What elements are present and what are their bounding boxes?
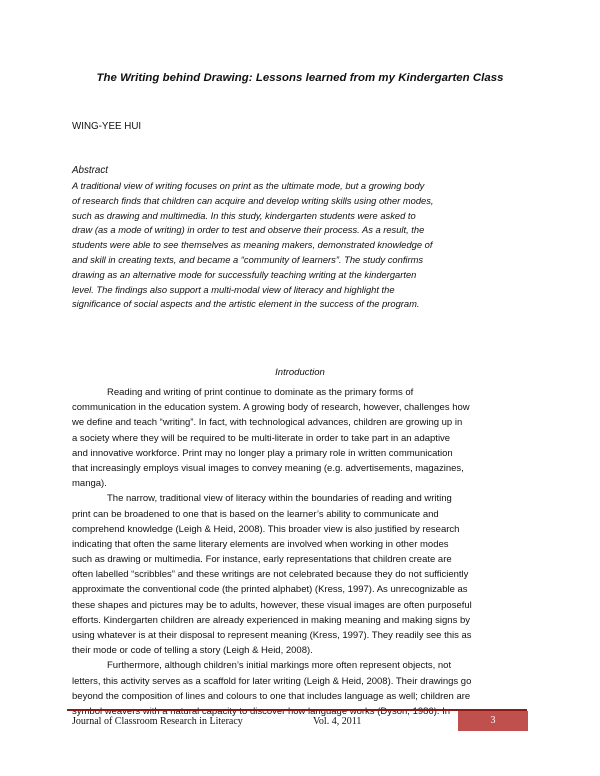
footer-volume: Vol. 4, 2011 bbox=[313, 716, 362, 727]
abstract-line: draw (as a mode of writing) in order to test and observe their process. As a result, the bbox=[72, 225, 425, 236]
abstract-line: such as drawing and multimedia. In this study, kindergarten students were asked to bbox=[72, 210, 416, 221]
abstract-line: significance of social aspects and the artistic element in the success of the program. bbox=[72, 299, 420, 310]
body-line: approximate the conventional code (the printed alphabet) (Kress, 1997). As unrecognizable as bbox=[72, 584, 468, 596]
abstract-line: of research finds that children can acquire and develop writing skills using other modes, bbox=[72, 195, 434, 206]
body-line: communication in the education system. A growing body of research, however, challenges how bbox=[72, 402, 470, 414]
body-line: that increasingly employs visual images to convey meaning (e.g. advertisements, magazines, bbox=[72, 462, 464, 474]
body-line: beyond the composition of lines and colours to one that includes language as well; children are bbox=[72, 690, 471, 702]
body-line: letters, this activity serves as a scaffold for later writing (Leigh & Heid, 2008). Their drawings go bbox=[72, 675, 472, 687]
body-line: manga). bbox=[72, 478, 107, 490]
body-line: using whatever is at their disposal to represent meaning (Kress, 1997). They readily see this as bbox=[72, 630, 472, 641]
body-line: The narrow, traditional view of literacy within the boundaries of reading and writing bbox=[107, 493, 452, 505]
body-line: their mode or code of telling a story (Leigh & Heid, 2008). bbox=[72, 645, 313, 657]
introduction-body bbox=[72, 385, 472, 719]
paper-title: The Writing behind Drawing: Lessons learned from my Kindergarten Class bbox=[96, 72, 504, 84]
body-line: Reading and writing of print continue to dominate as the primary forms of bbox=[107, 387, 414, 398]
body-line: we define and teach “writing”. In fact, with technological advances, children are growing up in bbox=[72, 417, 463, 429]
body-line: often labelled “scribbles” and these writings are not celebrated because they do not sufficiently bbox=[72, 569, 469, 581]
body-line: efforts. Kindergarten children are already experienced in making meaning and making signs by bbox=[72, 614, 470, 626]
body-line: a society where they will be required to be multi-literate in order to take part in an adaptive bbox=[72, 432, 451, 444]
abstract-line: and skill in creating texts, and became a “community of learners”. The study confirms bbox=[72, 254, 424, 265]
body-line: these shapes and pictures may be to adults, however, these visual images are often purposeful bbox=[72, 599, 472, 611]
abstract-line: students were able to see themselves as meaning makers, demonstrated knowledge of bbox=[72, 240, 433, 251]
section-heading-introduction: Introduction bbox=[275, 367, 325, 378]
page-number-badge: 3 bbox=[458, 711, 528, 731]
abstract-label: Abstract bbox=[72, 165, 108, 176]
abstract-line: level. The findings also support a multi-modal view of literacy and highlight the bbox=[72, 284, 395, 295]
body-line: such as drawing or multimedia. For instance, early representations that children create are bbox=[72, 554, 452, 566]
body-line: symbol weavers with a natural capacity to discover how language works (Dyson, 1986). In bbox=[72, 705, 451, 717]
body-line: indicating that often the same literary elements are involved when working in other modes bbox=[72, 538, 449, 550]
footer-journal-name: Journal of Classroom Research in Literacy bbox=[72, 716, 243, 727]
body-line: comprehend knowledge (Leigh & Heid, 2008). This broader view is also justified by research bbox=[72, 523, 460, 535]
abstract-text bbox=[72, 179, 434, 312]
body-line: print can be broadened to one that is based on the learner’s ability to communicate and bbox=[72, 508, 439, 520]
body-line: and innovative workforce. Print may no longer play a primary role in written communication bbox=[72, 447, 453, 459]
author-name: WING-YEE HUI bbox=[72, 121, 142, 132]
abstract-line: A traditional view of writing focuses on print as the ultimate mode, but a growing body bbox=[72, 181, 425, 191]
abstract-line: drawing as an alternative mode for successfully teaching writing at the kindergarten bbox=[72, 269, 417, 280]
body-line: Furthermore, although children’s initial markings more often represent objects, not bbox=[107, 660, 452, 672]
